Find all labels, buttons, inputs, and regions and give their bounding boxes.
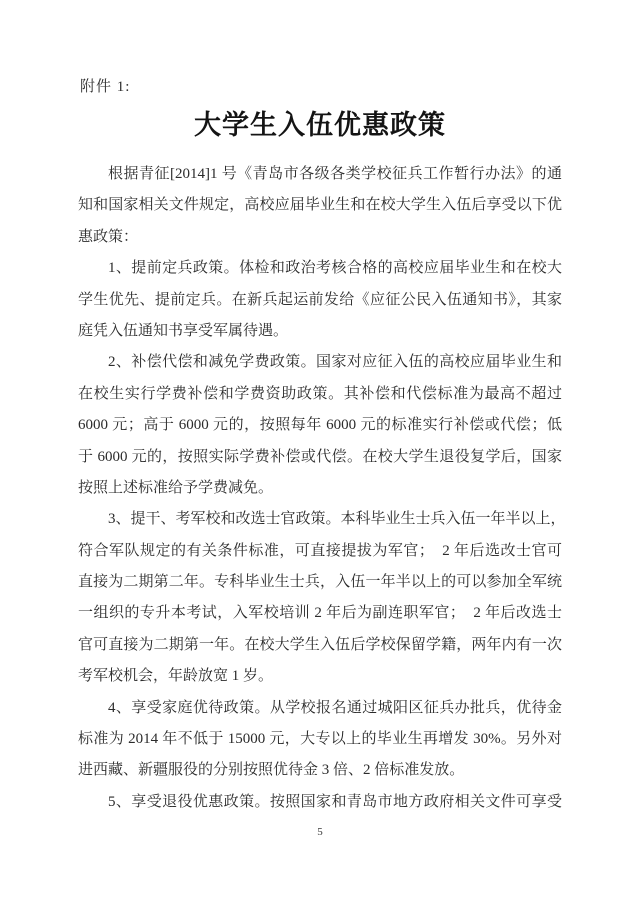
text-line: 进西藏、新疆服役的分别按照优待金 3 倍、2 倍标准发放。 — [78, 762, 465, 779]
attachment-label: 附件 1: — [80, 79, 131, 95]
text-line: 官可直接为二期第一年。在校大学生入伍后学校保留学籍，两年内有一次 — [78, 636, 562, 653]
text-line: 于 6000 元的，按照实际学费补偿或代偿。在校大学生退役复学后，国家 — [78, 448, 562, 465]
text-line: 5、享受退役优惠政策。按照国家和青岛市地方政府相关文件可享受 — [108, 793, 562, 810]
text-line: 根据青征[2014]1 号《青岛市各级各类学校征兵工作暂行办法》的通 — [108, 166, 562, 182]
text-line: 标准为 2014 年不低于 15000 元，大专以上的毕业生再增发 30%。另外对 — [78, 731, 562, 748]
text-line: 庭凭入伍通知书享受军属待遇。 — [78, 322, 289, 339]
text-line: 符合军队规定的有关条件标准，可直接提拔为军官； 2 年后选改士官可 — [78, 542, 562, 559]
text-line: 考军校机会，年龄放宽 1 岁。 — [78, 668, 274, 685]
text-line: 4、享受家庭优待政策。从学校报名通过城阳区征兵办批兵，优待金 — [108, 699, 562, 716]
page-title: 大学生入伍优惠政策 — [194, 110, 446, 140]
text-line: 在校生实行学费补偿和学费资助政策。其补偿和代偿标准为最高不超过 — [78, 385, 562, 402]
page-number: 5 — [317, 826, 323, 838]
text-line: 学生优先、提前定兵。在新兵起运前发给《应征公民入伍通知书》，其家 — [78, 291, 562, 308]
text-line: 惠政策： — [78, 228, 139, 245]
text-line: 知和国家相关文件规定，高校应届毕业生和在校大学生入伍后享受以下优 — [78, 197, 562, 214]
document-body — [78, 159, 566, 818]
text-line: 2、补偿代偿和减免学费政策。国家对应征入伍的高校应届毕业生和 — [108, 354, 562, 371]
text-line: 6000 元；高于 6000 元的，按照每年 6000 元的标准实行补偿或代偿；低 — [78, 417, 562, 434]
text-line: 直接为二期第二年。专科毕业生士兵，入伍一年半以上的可以参加全军统 — [78, 574, 562, 591]
text-line: 按照上述标准给予学费减免。 — [78, 479, 274, 496]
text-line: 一组织的专升本考试，入军校培训 2 年后为副连职军官； 2 年后改选士 — [78, 605, 562, 622]
text-line: 1、提前定兵政策。体检和政治考核合格的高校应届毕业生和在校大 — [108, 260, 562, 277]
text-line: 3、提干、考军校和改选士官政策。本科毕业生士兵入伍一年半以上， — [108, 511, 566, 528]
